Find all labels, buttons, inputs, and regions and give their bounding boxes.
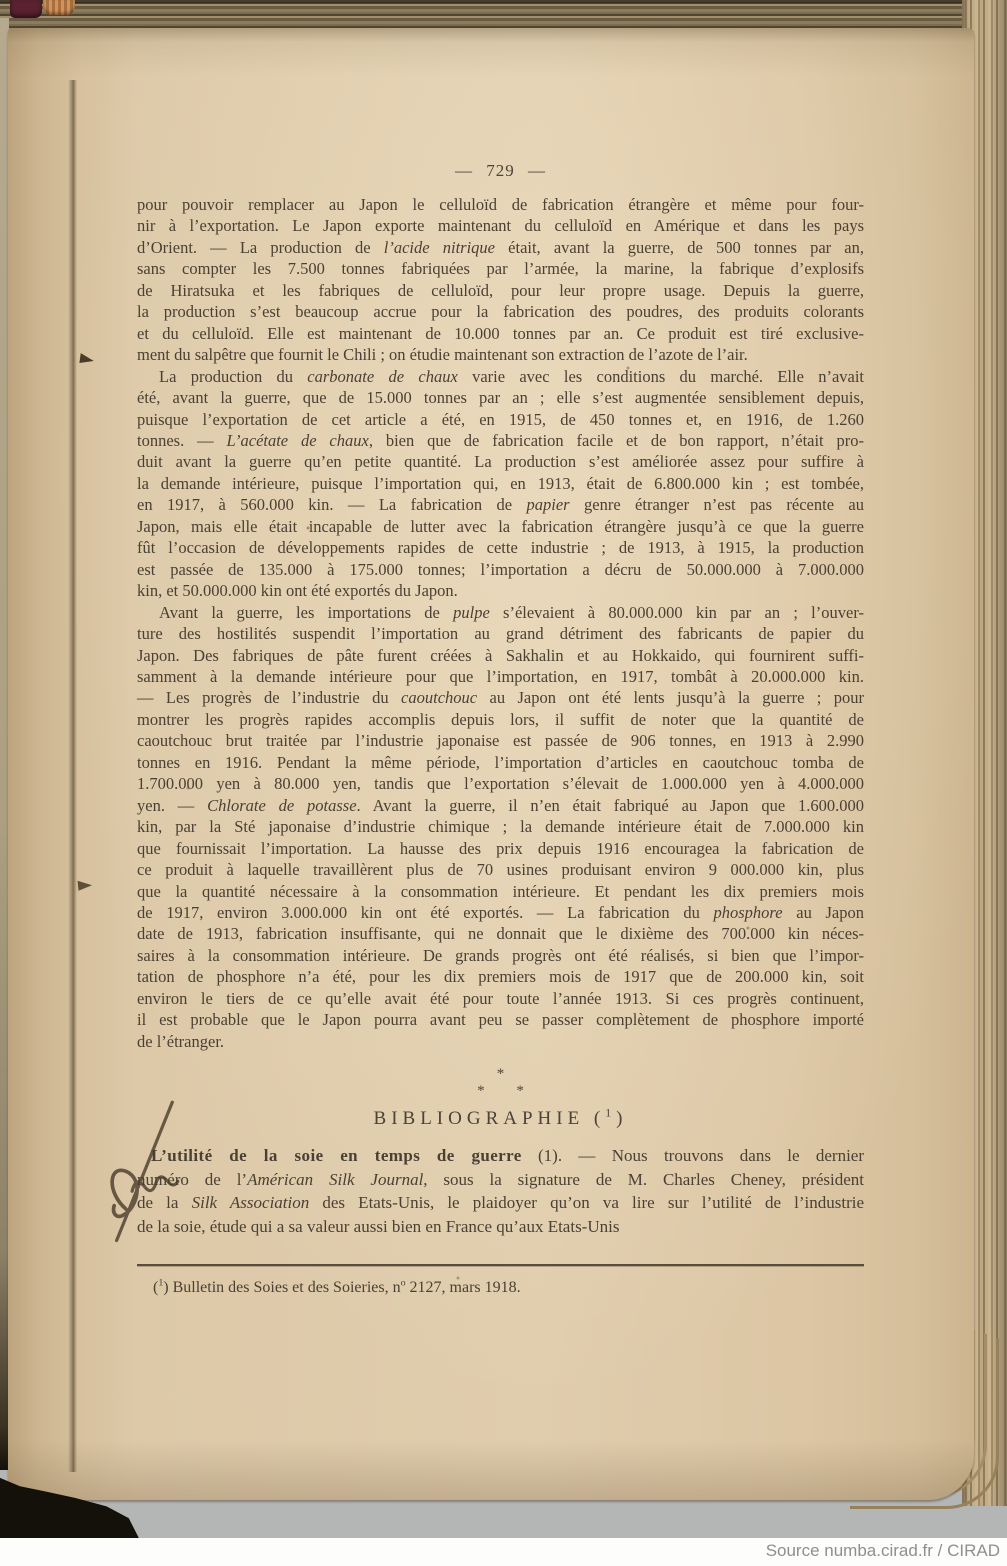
body-text: [137, 194, 864, 1052]
page-number: — 729 —: [455, 161, 546, 180]
text-line: est passée de 135.000 à 175.000 tonnes; l’importation a décru de 50.000.000 à 7.000.000: [137, 559, 864, 579]
text-line: tation de phosphore n’a été, pour les dix premiers mois de 1917 que de 200.000 kin, soit: [137, 967, 864, 987]
paragraph-carbonate-acetate-papier: [137, 366, 864, 602]
asterism-bottom: * *: [477, 1083, 538, 1099]
text-line: de Hiratsuka et les fabriques de celluloïd, pour leur propre usage. Depuis la guerre,: [137, 280, 864, 300]
text-line: tonnes en 1916. Pendant la même période, l’importation d’articles en caoutchouc tomba de: [137, 752, 864, 772]
text-line: fût l’occasion de développements rapides de cette industrie ; de 1913, à 1915, la production: [137, 538, 864, 558]
text-line: en 1917, à 560.000 kin. — La fabrication de papier genre étranger n’est pas récente au: [137, 495, 865, 515]
source-strip: [0, 1538, 1007, 1566]
page-paper: [8, 28, 974, 1500]
text-line: tonnes. — L’acétate de chaux, bien que de fabrication facile et de bon rapport, n’était pro-: [137, 430, 864, 450]
paragraph-pulpe-caoutchouc-chlorate-phosphore: [137, 602, 864, 1053]
paragraph-utilite-soie: [137, 1144, 864, 1238]
text-line: ment du salpêtre que fournit le Chili ; on étudie maintenant son extraction de l’azote de l’air.: [137, 345, 748, 365]
text-line: kin, par la Sté japonaise d’industrie chimique ; la demande intérieure était de 7.000.000 kin: [137, 817, 864, 837]
text-line: été, avant la guerre, que de 15.000 tonnes par an ; elle s’est augmentée sensiblement depuis,: [137, 388, 864, 408]
text-line: numéro de l’Américan Silk Journal, sous la signature de M. Charles Cheney, président: [137, 1169, 865, 1189]
text-line: de l’étranger.: [137, 1031, 225, 1051]
text-line: la demande intérieure, puisque l’importation qui, en 1913, était de 6.800.000 kin ; est tombée,: [137, 473, 864, 493]
text-line: la production s’est beaucoup accrue pour la fabrication des poudres, des produits colorants: [137, 302, 864, 322]
text-line: Japon. Des fabriques de pâte furent créées à Sakhalin et au Hokkaido, qui fournirent suffi-: [137, 645, 864, 665]
text-line: 1.700.000 yen à 80.000 yen, tandis que l’exportation s’élevait de 1.000.000 yen à 4.000.000: [137, 774, 864, 794]
gutter-crease: [68, 80, 77, 1472]
text-line: duit avant la guerre qu’en petite quantité. La production s’est améliorée assez pour suffire à: [137, 452, 864, 472]
text-line: pour pouvoir remplacer au Japon le celluloïd de fabrication étrangère et même pour four-: [137, 195, 864, 214]
text-line: nir à l’exportation. Le Japon exporte maintenant du celluloïd en Amérique et dans les pays: [137, 216, 864, 236]
book-cover-corner: [10, 0, 42, 18]
text-line: de la Silk Association des Etats-Unis, le plaidoyer qu’on va lire sur l’utilité de l’industrie: [137, 1193, 864, 1212]
text-line: de la soie, étude qui a sa valeur aussi bien en France qu’aux Etats-Unis: [137, 1216, 620, 1236]
text-line: date de 1913, fabrication insuffisante, qui ne donnait que le dixième des 700.000 kin néces-: [137, 924, 864, 944]
text-line: yen. — Chlorate de potasse. Avant la guerre, il n’en était fabriqué au Japon que 1.600.000: [137, 795, 864, 815]
text-line: ture des hostilités suspendit l’importation au grand détriment des fabricants de papier du: [137, 624, 864, 644]
asterism-top: *: [496, 1066, 505, 1082]
text-line: Japon, mais elle était incapable de lutter avec la fabrication étrangère jusqu’à ce que la guerre: [137, 516, 864, 536]
text-line: caoutchouc brut traitée par l’industrie japonaise est passée de 906 tonnes, en 1913 à 2.990: [137, 731, 864, 751]
source-watermark: Source numba.cirad.fr / CIRAD: [765, 1541, 1000, 1560]
text-line: kin, et 50.000.000 kin ont été exportés du Japon.: [137, 581, 458, 601]
book-headband: [43, 0, 75, 15]
text-line: montrer les progrès rapides accomplis depuis lors, il suffit de noter que la quantité de: [137, 709, 864, 729]
text-line: que la quantité nécessaire à la consommation intérieure. Et pendant les dix premiers mois: [137, 881, 864, 901]
text-line: puisque l’exportation de cet article a été, en 1915, de 450 tonnes et, en 1916, de 1.260: [137, 409, 864, 429]
text-line: sans compter les 7.500 tonnes fabriquées par l’armée, la marine, la fabrique d’explosifs: [137, 259, 864, 279]
footnote-rule: [137, 1264, 864, 1266]
text-line: Avant la guerre, les importations de pulpe s’élevaient à 80.000.000 kin par an ; l’ouver-: [159, 602, 864, 622]
text-line: que fournissait l’importation. La hausse des prix depuis 1916 encouragea la fabrication de: [137, 838, 864, 858]
text-line: d’Orient. — La production de l’acide nitrique était, avant la guerre, de 500 tonnes par an,: [137, 237, 865, 257]
text-line: de 1917, environ 3.000.000 kin ont été exportés. — La fabrication du phosphore au Japon: [137, 902, 864, 922]
text-line: samment à la demande intérieure pour que l’importation, en 1917, tombât à 20.000.000 kin.: [137, 666, 864, 686]
page-nick-mark: [78, 879, 93, 890]
footnote: ($^1$) Bulletin des Soies et des Soieries, $n^o$ 2127, mars 1918.: [153, 1277, 521, 1296]
bibliography-heading: BIBLIOGRAPHIE ($^1$): [373, 1106, 628, 1129]
asterism-divider: [137, 1066, 864, 1100]
page-nick-mark: [79, 353, 94, 365]
text-line: environ le tiers de ce qu’elle avait été pour toute l’année 1913. Si ces progrès continuent,: [137, 988, 864, 1008]
text-line: — Les progrès de l’industrie du caoutchouc au Japon ont été lents jusqu’à la guerre ; pour: [137, 688, 864, 708]
text-line: et du celluloïd. Elle est maintenant de 10.000 tonnes par an. Ce produit est tiré exclusive-: [137, 323, 864, 343]
text-line: ce produit à laquelle travaillèrent plus de 70 usines produisant environ 9 000.000 kin, plus: [137, 860, 864, 880]
paragraph-celluloid-acide-nitrique: [137, 194, 864, 366]
text-line: il est probable que le Japon pourra avant peu se passer complètement de phosphore importé: [137, 1010, 864, 1030]
text-line: L’utilité de la soie en temps de guerre (1). — Nous trouvons dans le dernier: [151, 1146, 864, 1165]
text-line: saires à la consommation intérieure. De grands progrès ont été réalisés, si bien que l’impor-: [137, 945, 864, 965]
text-line: La production du carbonate de chaux varie avec les conditions du marché. Elle n’avait: [159, 366, 865, 386]
